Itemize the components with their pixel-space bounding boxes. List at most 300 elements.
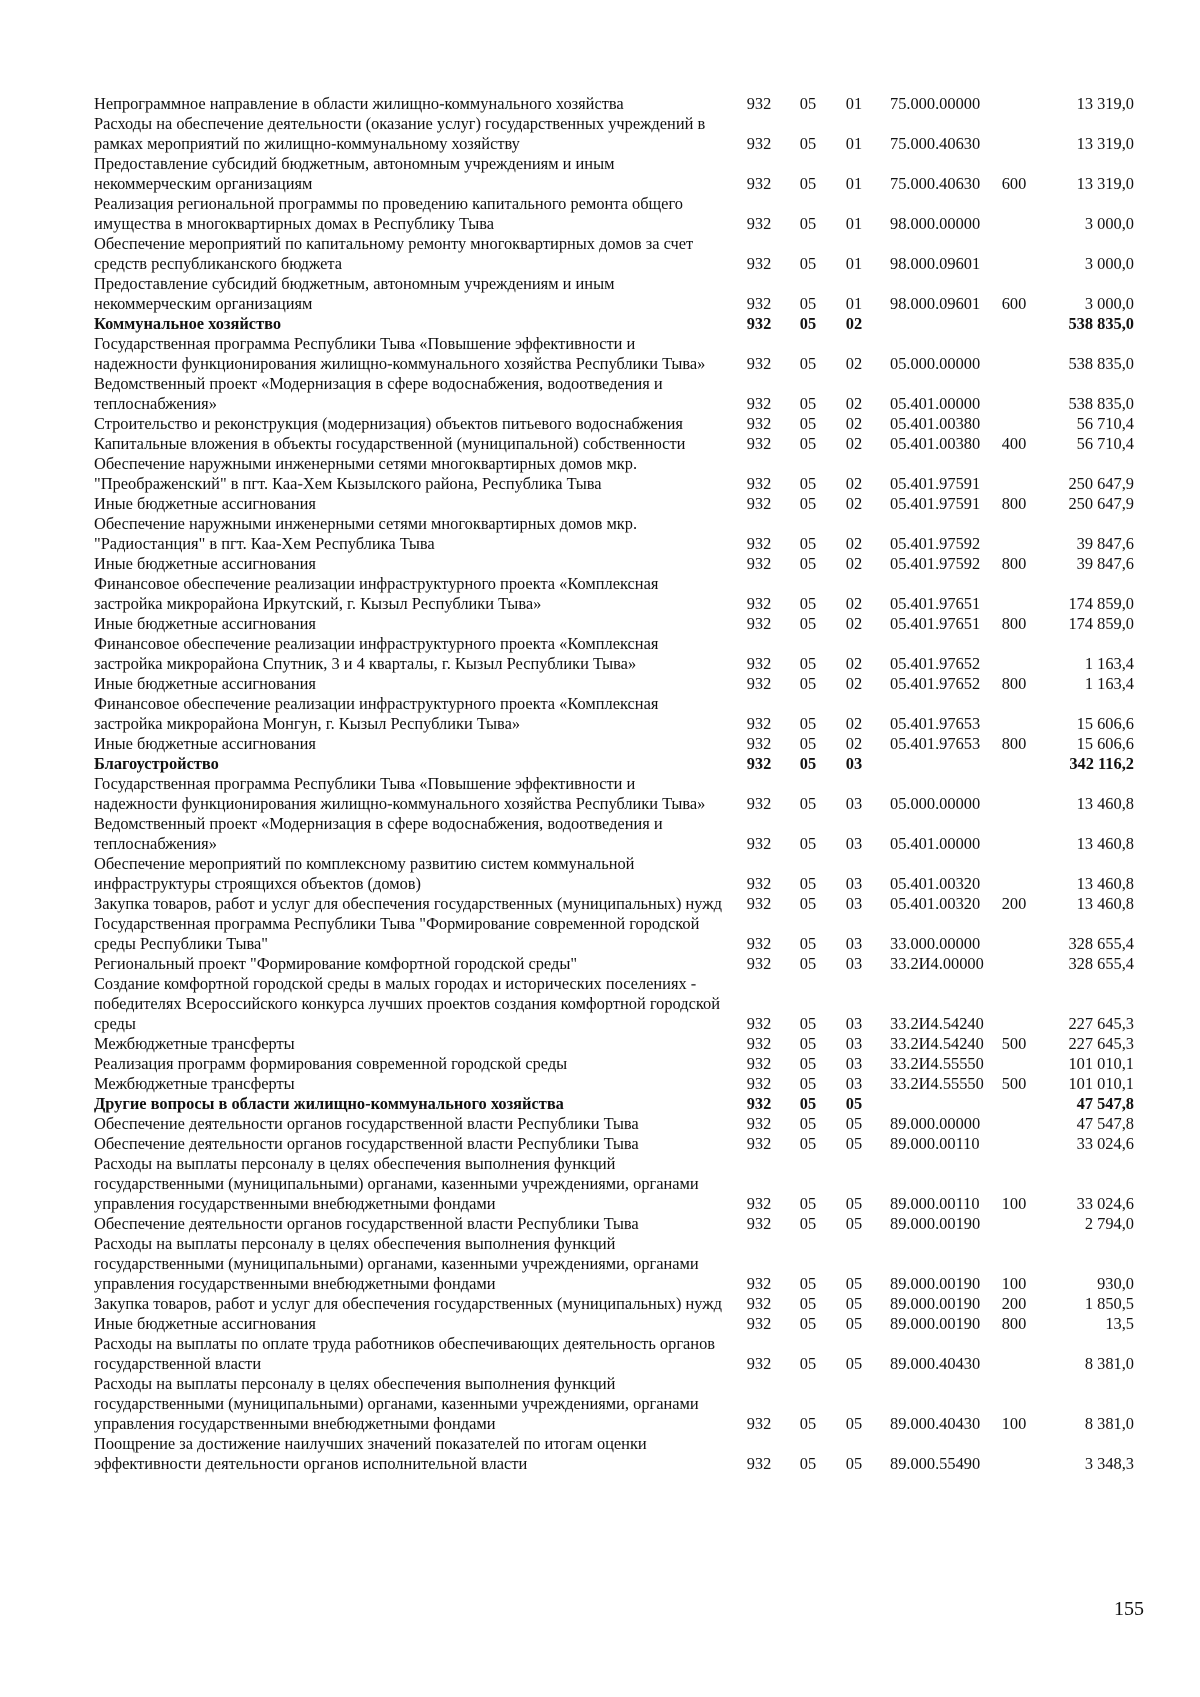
expense-type-code xyxy=(994,1054,1034,1074)
target-item-code: 05.401.00320 xyxy=(890,874,981,893)
section-code: 05 xyxy=(799,1454,817,1473)
amount: 56 710,4 xyxy=(1076,434,1134,453)
ministry-code: 932 xyxy=(746,1054,772,1073)
table-row xyxy=(94,94,1134,114)
target-item-code: 05.401.97591 xyxy=(890,474,981,493)
ministry-code: 932 xyxy=(746,394,772,413)
expense-type-code xyxy=(994,334,1034,374)
subsection-code: 03 xyxy=(845,934,863,953)
subsection-code: 05 xyxy=(845,1274,863,1293)
target-item-code: 05.401.00380 xyxy=(890,414,981,433)
section-code: 05 xyxy=(799,834,817,853)
section-code: 05 xyxy=(799,614,817,633)
expense-type-code: 800 xyxy=(1001,614,1027,633)
target-item-code: 98.000.09601 xyxy=(890,254,981,273)
amount: 13 460,8 xyxy=(1076,834,1134,853)
subsection-code: 01 xyxy=(845,294,863,313)
subsection-code: 01 xyxy=(845,94,863,113)
subsection-code: 05 xyxy=(845,1354,863,1373)
subsection-code: 02 xyxy=(845,714,863,733)
amount: 56 710,4 xyxy=(1076,414,1134,433)
section-code: 05 xyxy=(799,354,817,373)
table-row xyxy=(94,674,1134,694)
table-row xyxy=(94,1034,1134,1054)
ministry-code: 932 xyxy=(746,554,772,573)
target-item-code: 75.000.00000 xyxy=(890,94,981,113)
ministry-code: 932 xyxy=(746,1414,772,1433)
row-description: Иные бюджетные ассигнования xyxy=(94,674,316,693)
expense-type-code xyxy=(994,1434,1034,1474)
target-item-code: 05.401.97652 xyxy=(890,654,981,673)
target-item-code: 05.401.97653 xyxy=(890,714,981,733)
amount: 174 859,0 xyxy=(1068,594,1134,613)
ministry-code: 932 xyxy=(746,1294,772,1313)
amount: 930,0 xyxy=(1097,1274,1134,1293)
ministry-code: 932 xyxy=(746,654,772,673)
amount: 1 163,4 xyxy=(1084,674,1134,693)
table-row xyxy=(94,1054,1134,1074)
table-row xyxy=(94,414,1134,434)
ministry-code: 932 xyxy=(746,434,772,453)
ministry-code: 932 xyxy=(746,354,772,373)
expense-type-code: 200 xyxy=(1001,1294,1027,1313)
amount: 250 647,9 xyxy=(1068,494,1134,513)
ministry-code: 932 xyxy=(746,214,772,233)
table-row xyxy=(94,334,1134,374)
row-description: Государственная программа Республики Тыва «Повышение эффективности и надежности функционирования жилищно-коммунального хозяйства Республики Тыва» xyxy=(94,774,706,813)
table-row xyxy=(94,274,1134,314)
subsection-code: 03 xyxy=(845,754,863,773)
row-description: Поощрение за достижение наилучших значений показателей по итогам оценки эффективности деятельности органов исполнительной власти xyxy=(94,1434,647,1473)
section-code: 05 xyxy=(799,1054,817,1073)
amount: 13 460,8 xyxy=(1076,874,1134,893)
subsection-code: 02 xyxy=(845,354,863,373)
section-code: 05 xyxy=(799,934,817,953)
expense-type-code xyxy=(994,854,1034,894)
section-code: 05 xyxy=(799,1074,817,1093)
subsection-code: 02 xyxy=(845,614,863,633)
table-row xyxy=(94,1234,1134,1294)
row-description: Обеспечение мероприятий по комплексному развитию систем коммунальной инфраструктуры строящихся объектов (домов) xyxy=(94,854,635,893)
amount: 15 606,6 xyxy=(1076,734,1134,753)
section-code: 05 xyxy=(799,1294,817,1313)
table-row xyxy=(94,774,1134,814)
ministry-code: 932 xyxy=(746,494,772,513)
section-code: 05 xyxy=(799,254,817,273)
table-row xyxy=(94,634,1134,674)
subsection-code: 02 xyxy=(845,314,863,333)
subsection-code: 01 xyxy=(845,174,863,193)
row-description: Государственная программа Республики Тыва "Формирование современной городской среды Республики Тыва" xyxy=(94,914,700,953)
target-item-code: 89.000.00110 xyxy=(890,1134,980,1153)
subsection-code: 05 xyxy=(845,1214,863,1233)
section-code: 05 xyxy=(799,594,817,613)
subsection-code: 02 xyxy=(845,654,863,673)
section-code: 05 xyxy=(799,134,817,153)
section-code: 05 xyxy=(799,1314,817,1333)
amount: 101 010,1 xyxy=(1068,1054,1134,1073)
page-number: 155 xyxy=(1114,1598,1144,1620)
section-code: 05 xyxy=(799,654,817,673)
table-row xyxy=(94,1374,1134,1434)
table-row xyxy=(94,974,1134,1034)
budget-rows xyxy=(94,94,1134,1474)
target-item-code: 89.000.00000 xyxy=(890,1114,981,1133)
table-row xyxy=(94,1114,1134,1134)
table-row xyxy=(94,1154,1134,1214)
amount: 227 645,3 xyxy=(1068,1014,1134,1033)
section-code: 05 xyxy=(799,414,817,433)
expense-type-code: 800 xyxy=(1001,734,1027,753)
row-description: Обеспечение наружными инженерными сетями многоквартирных домов мкр. "Радиостанция" в пгт. Каа-Хем Республика Тыва xyxy=(94,514,638,553)
ministry-code: 932 xyxy=(746,94,772,113)
table-row xyxy=(94,854,1134,894)
row-description: Ведомственный проект «Модернизация в сфере водоснабжения, водоотведения и теплоснабжения» xyxy=(94,814,663,853)
table-row xyxy=(94,914,1134,954)
expense-type-code: 600 xyxy=(1001,174,1027,193)
expense-type-code xyxy=(994,774,1034,814)
expense-type-code xyxy=(994,114,1034,154)
subsection-code: 02 xyxy=(845,434,863,453)
row-description: Расходы на обеспечение деятельности (оказание услуг) государственных учреждений в рамках мероприятий по жилищно-коммунальному хозяйству xyxy=(94,114,706,153)
target-item-code: 05.000.00000 xyxy=(890,794,981,813)
row-description: Закупка товаров, работ и услуг для обеспечения государственных (муниципальных) нужд xyxy=(94,894,722,913)
table-row xyxy=(94,574,1134,614)
target-item-code xyxy=(876,1094,994,1114)
amount: 8 381,0 xyxy=(1084,1414,1134,1433)
subsection-code: 02 xyxy=(845,674,863,693)
expense-type-code xyxy=(994,754,1034,774)
ministry-code: 932 xyxy=(746,414,772,433)
expense-type-code xyxy=(994,1134,1034,1154)
subsection-code: 05 xyxy=(845,1414,863,1433)
ministry-code: 932 xyxy=(746,1214,772,1233)
amount: 33 024,6 xyxy=(1076,1134,1134,1153)
target-item-code: 75.000.40630 xyxy=(890,174,981,193)
target-item-code: 33.2И4.55550 xyxy=(890,1074,984,1093)
subsection-code: 01 xyxy=(845,254,863,273)
ministry-code: 932 xyxy=(746,254,772,273)
target-item-code: 89.000.00190 xyxy=(890,1314,981,1333)
expense-type-code xyxy=(994,1094,1034,1114)
section-code: 05 xyxy=(799,754,817,773)
section-code: 05 xyxy=(799,174,817,193)
expense-type-code: 500 xyxy=(1001,1034,1027,1053)
expense-type-code xyxy=(994,954,1034,974)
ministry-code: 932 xyxy=(746,134,772,153)
amount: 39 847,6 xyxy=(1076,554,1134,573)
target-item-code: 05.401.97653 xyxy=(890,734,981,753)
amount: 47 547,8 xyxy=(1076,1114,1134,1133)
expense-type-code: 800 xyxy=(1001,674,1027,693)
row-description: Межбюджетные трансферты xyxy=(94,1034,295,1053)
ministry-code: 932 xyxy=(746,314,772,333)
table-row xyxy=(94,1334,1134,1374)
target-item-code: 75.000.40630 xyxy=(890,134,981,153)
subsection-code: 03 xyxy=(845,954,863,973)
section-code: 05 xyxy=(799,794,817,813)
table-row xyxy=(94,454,1134,494)
section-code: 05 xyxy=(799,394,817,413)
subsection-code: 03 xyxy=(845,874,863,893)
row-description: Непрограммное направление в области жилищно-коммунального хозяйства xyxy=(94,94,624,113)
ministry-code: 932 xyxy=(746,1314,772,1333)
target-item-code xyxy=(876,754,994,774)
amount: 13 319,0 xyxy=(1076,94,1134,113)
subsection-code: 02 xyxy=(845,554,863,573)
amount: 3 348,3 xyxy=(1084,1454,1134,1473)
subsection-code: 01 xyxy=(845,134,863,153)
subsection-code: 03 xyxy=(845,894,863,913)
subsection-code: 02 xyxy=(845,734,863,753)
section-code: 05 xyxy=(799,494,817,513)
subsection-code: 03 xyxy=(845,1034,863,1053)
ministry-code: 932 xyxy=(746,1274,772,1293)
section-code: 05 xyxy=(799,734,817,753)
subsection-code: 02 xyxy=(845,534,863,553)
section-code: 05 xyxy=(799,294,817,313)
target-item-code: 33.2И4.54240 xyxy=(890,1034,984,1053)
ministry-code: 932 xyxy=(746,754,772,773)
expense-type-code xyxy=(994,694,1034,734)
row-description: Обеспечение деятельности органов государственной власти Республики Тыва xyxy=(94,1114,639,1133)
row-description: Обеспечение наружными инженерными сетями многоквартирных домов мкр. "Преображенский" в пгт. Каа-Хем Кызылского района, Республика Тыва xyxy=(94,454,638,493)
amount: 538 835,0 xyxy=(1068,314,1134,333)
expense-type-code: 800 xyxy=(1001,554,1027,573)
expense-type-code xyxy=(994,234,1034,274)
expense-type-code: 200 xyxy=(1001,894,1027,913)
row-description: Обеспечение деятельности органов государственной власти Республики Тыва xyxy=(94,1134,639,1153)
section-code: 05 xyxy=(799,554,817,573)
table-row xyxy=(94,374,1134,414)
expense-type-code: 800 xyxy=(1001,1314,1027,1333)
section-code: 05 xyxy=(799,1094,817,1113)
row-description: Расходы на выплаты по оплате труда работников обеспечивающих деятельность органов государственной власти xyxy=(94,1334,716,1373)
amount: 13 319,0 xyxy=(1076,134,1134,153)
row-description: Иные бюджетные ассигнования xyxy=(94,734,316,753)
subsection-code: 05 xyxy=(845,1114,863,1133)
section-code: 05 xyxy=(799,314,817,333)
target-item-code: 98.000.09601 xyxy=(890,294,981,313)
target-item-code: 89.000.00110 xyxy=(890,1194,980,1213)
amount: 39 847,6 xyxy=(1076,534,1134,553)
row-description: Государственная программа Республики Тыва «Повышение эффективности и надежности функционирования жилищно-коммунального хозяйства Республики Тыва» xyxy=(94,334,706,373)
amount: 101 010,1 xyxy=(1068,1074,1134,1093)
table-row xyxy=(94,1434,1134,1474)
row-description: Обеспечение деятельности органов государственной власти Республики Тыва xyxy=(94,1214,639,1233)
row-description: Расходы на выплаты персоналу в целях обеспечения выполнения функций государственными (муниципальными) органами, казенными учреждениями, органами управления государственными внебюджетными фондами xyxy=(94,1234,699,1293)
subsection-code: 03 xyxy=(845,1054,863,1073)
row-description: Предоставление субсидий бюджетным, автономным учреждениям и иным некоммерческим организациям xyxy=(94,274,615,313)
table-row xyxy=(94,614,1134,634)
expense-type-code: 500 xyxy=(1001,1074,1027,1093)
ministry-code: 932 xyxy=(746,714,772,733)
row-description: Финансовое обеспечение реализации инфраструктурного проекта «Комплексная застройка микрорайона Иркутский, г. Кызыл Республики Тыва» xyxy=(94,574,659,613)
expense-type-code xyxy=(994,634,1034,674)
table-row xyxy=(94,1134,1134,1154)
section-code: 05 xyxy=(799,534,817,553)
section-code: 05 xyxy=(799,1114,817,1133)
row-description: Реализация региональной программы по проведению капитального ремонта общего имущества в многоквартирных домах в Республику Тыва xyxy=(94,194,683,233)
expense-type-code xyxy=(994,1214,1034,1234)
row-description: Расходы на выплаты персоналу в целях обеспечения выполнения функций государственными (муниципальными) органами, казенными учреждениями, органами управления государственными внебюджетными фондами xyxy=(94,1154,699,1213)
subsection-code: 02 xyxy=(845,394,863,413)
target-item-code: 89.000.00190 xyxy=(890,1274,981,1293)
expense-type-code xyxy=(994,574,1034,614)
target-item-code: 05.401.97651 xyxy=(890,594,981,613)
section-code: 05 xyxy=(799,894,817,913)
amount: 13 460,8 xyxy=(1076,894,1134,913)
expense-type-code xyxy=(994,1114,1034,1134)
target-item-code: 05.401.97591 xyxy=(890,494,981,513)
expense-type-code: 400 xyxy=(1001,434,1027,453)
expense-type-code xyxy=(994,414,1034,434)
amount: 8 381,0 xyxy=(1084,1354,1134,1373)
expense-type-code xyxy=(994,914,1034,954)
table-row xyxy=(94,554,1134,574)
section-code: 05 xyxy=(799,1194,817,1213)
row-description: Ведомственный проект «Модернизация в сфере водоснабжения, водоотведения и теплоснабжения» xyxy=(94,374,663,413)
table-row xyxy=(94,494,1134,514)
section-code: 05 xyxy=(799,474,817,493)
row-description: Расходы на выплаты персоналу в целях обеспечения выполнения функций государственными (муниципальными) органами, казенными учреждениями, органами управления государственными внебюджетными фондами xyxy=(94,1374,699,1433)
table-row xyxy=(94,1294,1134,1314)
row-description: Закупка товаров, работ и услуг для обеспечения государственных (муниципальных) нужд xyxy=(94,1294,722,1313)
section-code: 05 xyxy=(799,434,817,453)
row-description: Благоустройство xyxy=(94,754,219,773)
subsection-code: 01 xyxy=(845,214,863,233)
target-item-code: 89.000.00190 xyxy=(890,1214,981,1233)
section-code: 05 xyxy=(799,1354,817,1373)
target-item-code: 05.401.00380 xyxy=(890,434,981,453)
ministry-code: 932 xyxy=(746,614,772,633)
target-item-code: 33.000.00000 xyxy=(890,934,981,953)
expense-type-code: 100 xyxy=(1001,1414,1027,1433)
section-code: 05 xyxy=(799,1274,817,1293)
amount: 538 835,0 xyxy=(1068,354,1134,373)
table-row xyxy=(94,234,1134,274)
section-code: 05 xyxy=(799,214,817,233)
target-item-code: 89.000.40430 xyxy=(890,1354,981,1373)
row-description: Иные бюджетные ассигнования xyxy=(94,494,316,513)
amount: 33 024,6 xyxy=(1076,1194,1134,1213)
amount: 3 000,0 xyxy=(1084,214,1134,233)
expense-type-code xyxy=(994,314,1034,334)
target-item-code: 05.401.97652 xyxy=(890,674,981,693)
subsection-code: 03 xyxy=(845,794,863,813)
table-row xyxy=(94,814,1134,854)
table-row xyxy=(94,434,1134,454)
subsection-code: 02 xyxy=(845,474,863,493)
ministry-code: 932 xyxy=(746,954,772,973)
target-item-code: 89.000.55490 xyxy=(890,1454,981,1473)
amount: 174 859,0 xyxy=(1068,614,1134,633)
amount: 13,5 xyxy=(1105,1314,1134,1333)
row-description: Создание комфортной городской среды в малых городах и исторических поселениях - победителях Всероссийского конкурса лучших проектов создания комфортной городской среды xyxy=(94,974,720,1033)
expense-type-code xyxy=(994,194,1034,234)
target-item-code: 05.401.97592 xyxy=(890,554,981,573)
table-row xyxy=(94,894,1134,914)
subsection-code: 02 xyxy=(845,594,863,613)
ministry-code: 932 xyxy=(746,294,772,313)
table-row xyxy=(94,514,1134,554)
expense-type-code: 100 xyxy=(1001,1194,1027,1213)
row-description: Строительство и реконструкция (модернизация) объектов питьевого водоснабжения xyxy=(94,414,683,433)
subsection-code: 05 xyxy=(845,1134,863,1153)
target-item-code: 33.2И4.00000 xyxy=(890,954,984,973)
amount: 13 460,8 xyxy=(1076,794,1134,813)
subsection-code: 03 xyxy=(845,1014,863,1033)
section-code: 05 xyxy=(799,1134,817,1153)
amount: 2 794,0 xyxy=(1084,1214,1134,1233)
ministry-code: 932 xyxy=(746,1074,772,1093)
ministry-code: 932 xyxy=(746,874,772,893)
row-description: Иные бюджетные ассигнования xyxy=(94,614,316,633)
row-description: Финансовое обеспечение реализации инфраструктурного проекта «Комплексная застройка микрорайона Спутник, 3 и 4 кварталы, г. Кызыл Республики Тыва» xyxy=(94,634,659,673)
ministry-code: 932 xyxy=(746,1454,772,1473)
ministry-code: 932 xyxy=(746,934,772,953)
amount: 1 163,4 xyxy=(1084,654,1134,673)
expense-type-code xyxy=(994,94,1034,114)
amount: 15 606,6 xyxy=(1076,714,1134,733)
subsection-code: 03 xyxy=(845,1074,863,1093)
amount: 3 000,0 xyxy=(1084,294,1134,313)
target-item-code: 05.401.00000 xyxy=(890,394,981,413)
row-description: Финансовое обеспечение реализации инфраструктурного проекта «Комплексная застройка микрорайона Монгун, г. Кызыл Республики Тыва» xyxy=(94,694,659,733)
target-item-code: 05.000.00000 xyxy=(890,354,981,373)
section-code: 05 xyxy=(799,714,817,733)
ministry-code: 932 xyxy=(746,1114,772,1133)
subsection-code: 05 xyxy=(845,1454,863,1473)
expense-type-code xyxy=(994,374,1034,414)
ministry-code: 932 xyxy=(746,1194,772,1213)
ministry-code: 932 xyxy=(746,1134,772,1153)
row-description: Межбюджетные трансферты xyxy=(94,1074,295,1093)
section-code: 05 xyxy=(799,954,817,973)
amount: 328 655,4 xyxy=(1068,934,1134,953)
section-code: 05 xyxy=(799,1214,817,1233)
subsection-code: 03 xyxy=(845,834,863,853)
ministry-code: 932 xyxy=(746,794,772,813)
target-item-code: 05.401.97592 xyxy=(890,534,981,553)
ministry-code: 932 xyxy=(746,834,772,853)
ministry-code: 932 xyxy=(746,674,772,693)
ministry-code: 932 xyxy=(746,1034,772,1053)
subsection-code: 05 xyxy=(845,1094,863,1113)
row-description: Реализация программ формирования современной городской среды xyxy=(94,1054,568,1073)
target-item-code: 05.401.97651 xyxy=(890,614,981,633)
subsection-code: 05 xyxy=(845,1294,863,1313)
expense-type-code xyxy=(994,974,1034,1034)
amount: 538 835,0 xyxy=(1068,394,1134,413)
target-item-code: 98.000.00000 xyxy=(890,214,981,233)
expense-type-code: 600 xyxy=(1001,294,1027,313)
subsection-code: 05 xyxy=(845,1314,863,1333)
ministry-code: 932 xyxy=(746,594,772,613)
ministry-code: 932 xyxy=(746,1094,772,1113)
table-row xyxy=(94,194,1134,234)
expense-type-code xyxy=(994,814,1034,854)
expense-type-code: 100 xyxy=(1001,1274,1027,1293)
table-row xyxy=(94,694,1134,734)
target-item-code: 33.2И4.55550 xyxy=(890,1054,984,1073)
section-header-row xyxy=(94,1094,1134,1114)
section-code: 05 xyxy=(799,1014,817,1033)
table-row xyxy=(94,154,1134,194)
amount: 328 655,4 xyxy=(1068,954,1134,973)
amount: 250 647,9 xyxy=(1068,474,1134,493)
section-code: 05 xyxy=(799,874,817,893)
